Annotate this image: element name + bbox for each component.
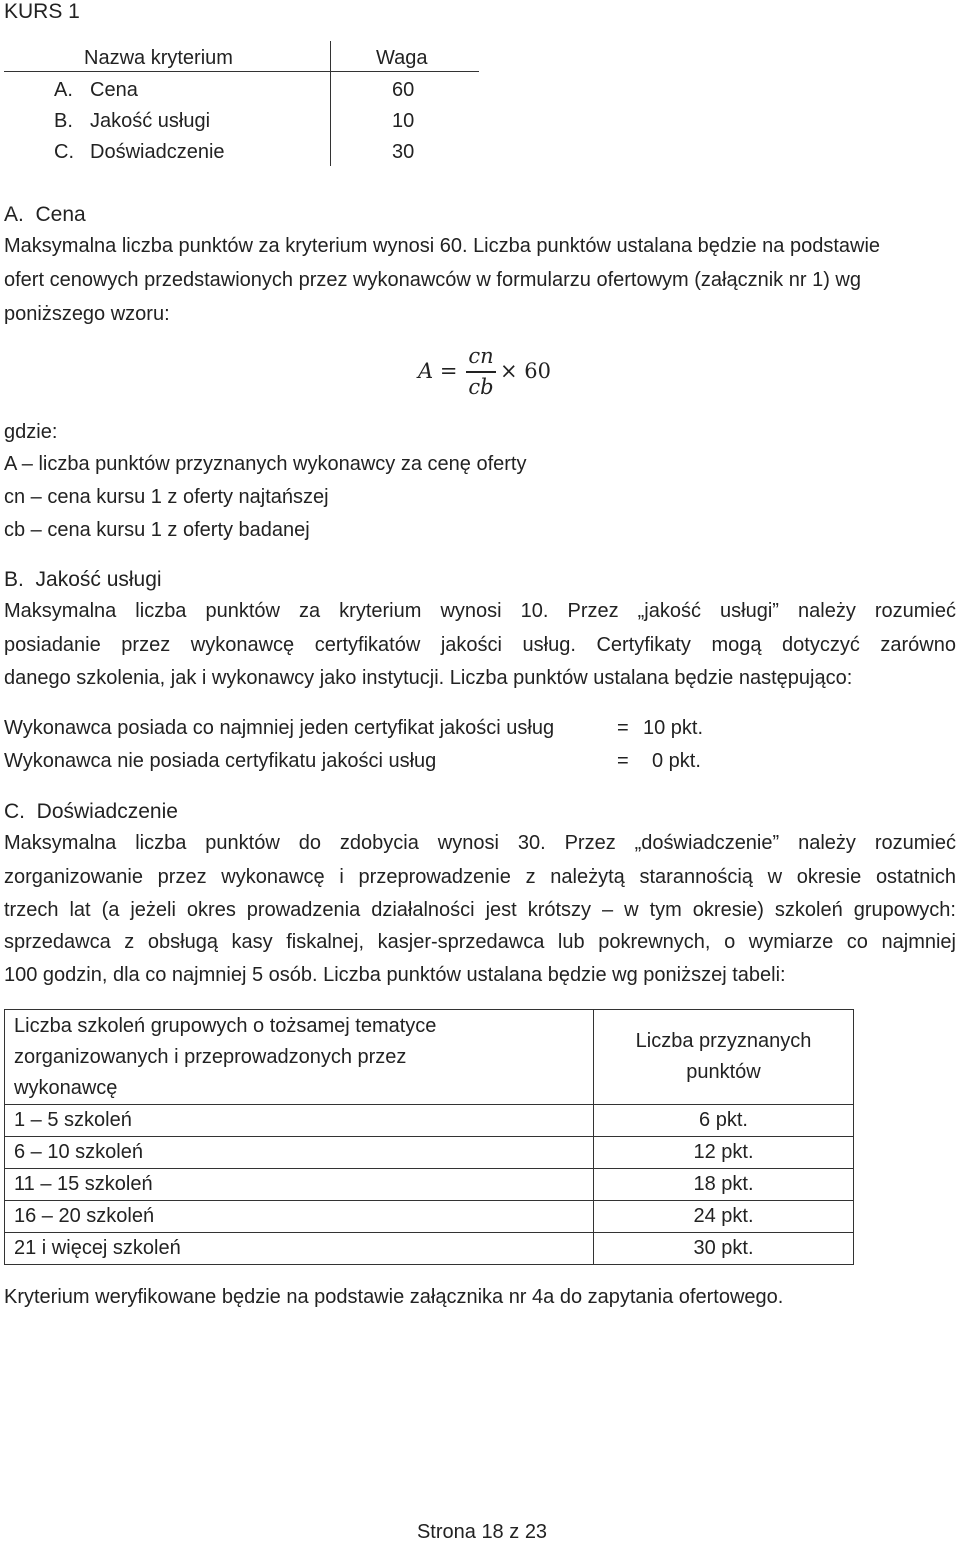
formula-rhs: × 60 [500,359,551,383]
table-cell-points: 6 pkt. [594,1105,854,1137]
definition-line: cb – cena kursu 1 z oferty badanej [4,519,310,541]
table-cell-points: 24 pkt. [594,1201,854,1233]
section-a-title: Cena [35,203,86,226]
section-c-line: Maksymalna liczba punktów do zdobycia wynosi 30. Przez „doświadczenie” należy rozumieć [4,832,956,854]
criteria-row-letter: B. [54,110,73,132]
header-left-line: Liczba szkoleń grupowych o tożsamej tematyce [14,1015,437,1037]
criteria-table [4,41,479,166]
scoring-points: 10 pkt. [643,717,704,739]
criteria-header-weight: Waga [376,47,428,69]
section-a-heading [4,199,86,231]
section-c-line: trzech lat (a jeżeli okres prowadzenia działalności jest krótszy – w tym okresie) szkoleń grupowych: [4,899,956,921]
where-label: gdzie: [4,421,58,443]
experience-header-right [594,1010,854,1105]
table-row [5,1105,854,1137]
formula-lhs: A = [418,359,458,383]
section-b-title: Jakość usługi [35,568,162,591]
footer-middle: z [509,1521,520,1543]
verification-note: Kryterium weryfikowane będzie na podstawie załącznika nr 4a do zapytania ofertowego. [4,1286,784,1308]
section-b-letter: B. [4,568,24,591]
scoring-text: Wykonawca posiada co najmniej jeden certyfikat jakości usług [4,717,555,739]
section-c-title: Doświadczenie [36,800,178,823]
section-a-line: poniższego wzoru: [4,303,170,325]
footer-current-page: 18 [481,1521,504,1543]
table-cell-range: 1 – 5 szkoleń [5,1105,594,1137]
section-b-line: Maksymalna liczba punktów za kryterium wynosi 10. Przez „jakość usługi” należy rozumieć [4,600,956,622]
scoring-equals: = [617,750,629,772]
section-b-line: danego szkolenia, jak i wykonawcy jako instytucji. Liczba punktów ustalana będzie następująco: [4,667,853,689]
formula-denominator: cb [468,375,494,399]
section-c-line: 100 godzin, dla co najmniej 5 osób. Liczba punktów ustalana będzie wg poniższej tabeli: [4,964,786,986]
definition-line: A – liczba punktów przyznanych wykonawcy za cenę oferty [4,453,527,475]
table-row [5,1233,854,1265]
section-c-heading [4,796,178,828]
table-cell-range: 21 i więcej szkoleń [5,1233,594,1265]
criteria-row-weight: 60 [392,79,415,101]
section-a-letter: A. [4,203,24,226]
section-b-line: posiadanie przez wykonawcę certyfikatów jakości usług. Certyfikaty mogą dotyczyć zarówno [4,634,956,656]
header-right-line: punktów [686,1061,761,1083]
header-right-line: Liczba przyznanych [635,1030,812,1052]
criteria-row-letter: C. [54,141,74,163]
table-cell-range: 16 – 20 szkoleń [5,1201,594,1233]
section-c-letter: C. [4,800,25,823]
table-row [5,1201,854,1233]
table-cell-range: 11 – 15 szkoleń [5,1169,594,1201]
price-formula [418,340,558,402]
table-cell-range: 6 – 10 szkoleń [5,1137,594,1169]
experience-table [4,1009,854,1265]
criteria-row-letter: A. [54,79,73,101]
scoring-equals: = [617,717,629,739]
page-number-footer [0,1516,960,1548]
table-row [5,1169,854,1201]
header-left-line: wykonawcę [14,1077,118,1099]
definition-line: cn – cena kursu 1 z oferty najtańszej [4,486,329,508]
criteria-row-name: Doświadczenie [90,141,225,163]
criteria-row-weight: 10 [392,110,415,132]
criteria-header-name: Nazwa kryterium [84,47,233,69]
experience-table-header [5,1010,854,1105]
header-left-line: zorganizowanych i przeprowadzonych przez [14,1046,407,1068]
criteria-row-name: Jakość usługi [90,110,211,132]
formula-numerator: cn [468,344,494,368]
footer-prefix: Strona [416,1521,476,1543]
experience-header-left [5,1010,594,1105]
table-cell-points: 30 pkt. [594,1233,854,1265]
scoring-points: 0 pkt. [652,750,701,772]
scoring-text: Wykonawca nie posiada certyfikatu jakości usług [4,750,437,772]
section-b-heading [4,564,162,596]
section-a-line: Maksymalna liczba punktów za kryterium wynosi 60. Liczba punktów ustalana będzie na podstawie [4,235,881,257]
criteria-row-name: Cena [90,79,138,101]
table-row [5,1137,854,1169]
section-c-line: sprzedawca z obsługą kasy fiskalnej, kasjer-sprzedawca lub pokrewnych, o wymiarze co najmniej [4,931,956,953]
section-c-line: zorganizowanie przez wykonawcę i przeprowadzenie z należytą starannością w okresie ostatnich [4,866,956,888]
section-a-line: ofert cenowych przedstawionych przez wykonawców w formularzu ofertowym (załącznik nr 1) wg [4,269,861,291]
footer-total-pages: 23 [524,1521,548,1543]
table-cell-points: 12 pkt. [594,1137,854,1169]
criteria-row-weight: 30 [392,141,415,163]
table-cell-points: 18 pkt. [594,1169,854,1201]
criteria-table-divider [330,41,331,166]
page-header: KURS 1 [4,0,80,23]
